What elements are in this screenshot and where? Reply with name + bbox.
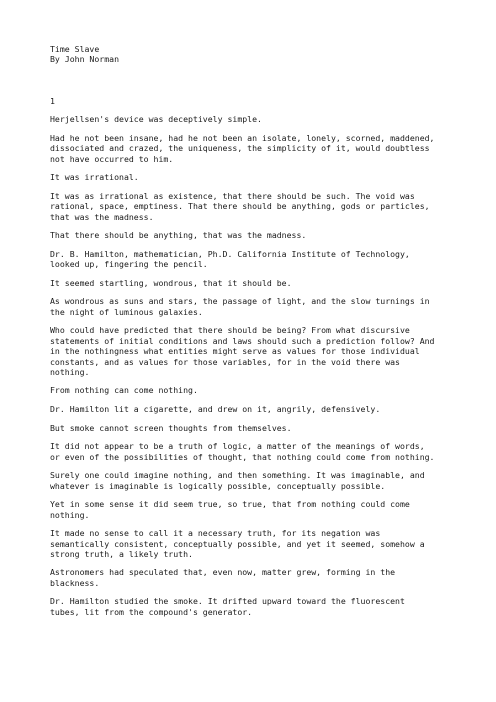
paragraph (50, 404, 460, 414)
paragraph-line: or even of the possibilities of thought, that nothing could come from nothing. (50, 451, 435, 462)
paragraph-line: nothing. (50, 509, 90, 520)
paragraph-line: As wondrous as suns and stars, the passage of light, and the slow turnings in (50, 296, 430, 307)
paragraph-line: that was the madness. (50, 211, 154, 222)
paragraph-line: constants, and as values for those variables, for in the void there was (50, 356, 400, 367)
paragraph (50, 133, 460, 164)
paragraph-line: It was irrational. (50, 172, 139, 183)
author-line: By John Norman (50, 54, 120, 65)
paragraph-line: strong truth, a likely truth. (50, 548, 193, 559)
paragraph-line: not have occurred to him. (50, 153, 174, 164)
paragraph (50, 296, 460, 317)
paragraph-line: It did not appear to be a truth of logic, a matter of the meanings of words, (50, 441, 425, 452)
paragraph-line: Yet in some sense it did seem true, so true, that from nothing could come (50, 499, 410, 510)
paragraph-line: Dr. B. Hamilton, mathematician, Ph.D. California Institute of Technology, (50, 248, 410, 259)
paragraph-line: dissociated and crazed, the uniqueness, the simplicity of it, would doubtless (50, 143, 430, 154)
paragraph (50, 596, 460, 617)
paragraphs (50, 114, 460, 617)
paragraph-line: rational, space, emptiness. That there should be anything, gods or particles, (50, 201, 430, 212)
paragraph-line: looked up, fingering the pencil. (50, 259, 208, 270)
paragraph-line: It was as irrational as existence, that there should be such. The void was (50, 190, 415, 201)
paragraph (50, 114, 460, 124)
paragraph-line: It seemed startling, wondrous, that it should be. (50, 277, 292, 288)
paragraph-line: That there should be anything, that was the madness. (50, 230, 307, 241)
paragraph-line: statements of initial conditions and laws should such a prediction follow? And (50, 335, 435, 346)
paragraph (50, 325, 460, 377)
paragraph-line: But smoke cannot screen thoughts from themselves. (50, 422, 292, 433)
paragraph (50, 567, 460, 588)
paragraph (50, 423, 460, 433)
chapter-number: 1 (50, 95, 55, 106)
paragraph-line: tubes, lit from the compound's generator. (50, 606, 253, 617)
paragraph-line: semantically consistent, conceptually possible, and yet it seemed, somehow a (50, 538, 425, 549)
paragraph (50, 278, 460, 288)
document-title: Time Slave (50, 44, 100, 54)
paragraph-line: Surely one could imagine nothing, and then something. It was imaginable, and (50, 470, 425, 481)
paragraph-line: Had he not been insane, had he not been an isolate, lonely, scorned, maddened, (50, 132, 435, 143)
paragraph-line: nothing. (50, 366, 90, 377)
paragraph (50, 385, 460, 395)
paragraph (50, 230, 460, 240)
paragraph (50, 528, 460, 559)
paragraph-line: in the nothingness what entities might serve as values for those individual (50, 346, 420, 357)
paragraph-line: It made no sense to call it a necessary truth, for its negation was (50, 528, 381, 539)
paragraph-line: Who could have predicted that there should be being? From what discursive (50, 325, 410, 336)
document-body (50, 44, 460, 617)
paragraph (50, 441, 460, 462)
paragraph-line: whatever is imaginable is logically possible, conceptually possible. (50, 480, 386, 491)
paragraph (50, 470, 460, 491)
paragraph (50, 499, 460, 520)
paragraph-line: Dr. Hamilton studied the smoke. It drifted upward toward the fluorescent (50, 596, 405, 607)
paragraph (50, 191, 460, 222)
paragraph-line: Dr. Hamilton lit a cigarette, and drew on it, angrily, defensively. (50, 404, 381, 415)
paragraph (50, 249, 460, 270)
paragraph-line: the night of luminous galaxies. (50, 306, 203, 317)
paragraph-line: Astronomers had speculated that, even now, matter grew, forming in the (50, 567, 396, 578)
paragraph-line: Herjellsen's device was deceptively simple. (50, 114, 262, 125)
paragraph-line: From nothing can come nothing. (50, 385, 198, 396)
paragraph-line: blackness. (50, 577, 100, 588)
paragraph (50, 172, 460, 182)
